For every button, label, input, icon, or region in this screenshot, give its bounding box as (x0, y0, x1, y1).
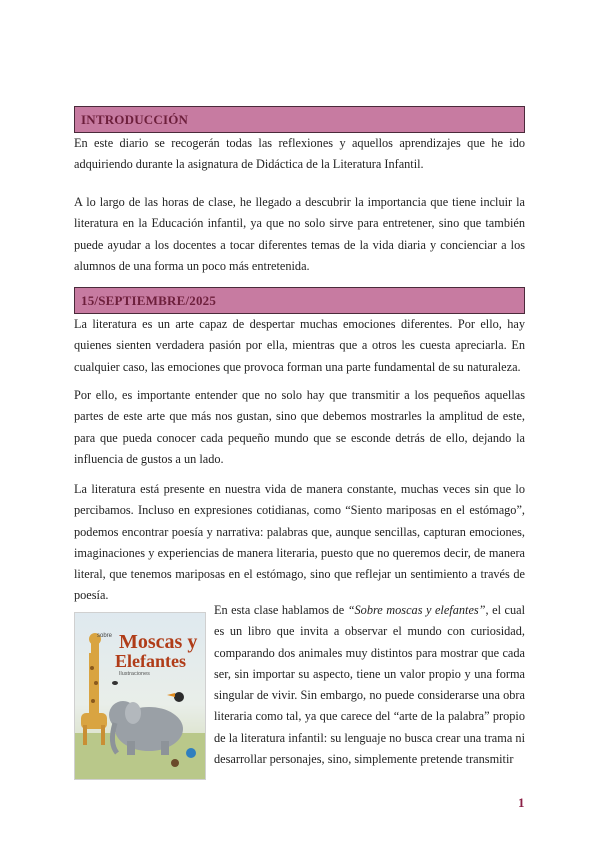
paragraph-date-3 (74, 479, 525, 607)
paragraph-date-1 (74, 314, 525, 378)
book-cover-title-2: Elefantes (115, 651, 186, 671)
paragraph-text: La literatura es un arte capaz de despertar muchas emociones diferentes. Por ello, hay quienes sienten verdadera pasión por ella, mientras que a otros les cuesta apreciarla. En cualquier caso, las emociones que provoca forman una parte fundamental de su naturaleza. (74, 317, 525, 374)
paragraph-text: En esta clase hablamos de (214, 603, 348, 617)
paragraph-text: A lo largo de las horas de clase, he llegado a descubrir la importancia que tiene incluir la literatura en la Educación infantil, ya que no solo sirve para entretener, sino que también puede ayudar a los docentes a tocar diferentes temas de la vida diaria y concienciar a los alumnos de una forma un poco más entretenida. (74, 195, 525, 273)
paragraph-text: La literatura está presente en nuestra vida de manera constante, muchas veces sin que lo percibamos. Incluso en expresiones cotidianas, como “Siento mariposas en el estómago”, podemos encontrar poesía y narrativa: palabras que, aunque sencillas, capturan emociones, imaginaciones y experiencias de manera literaria, puesto que no queremos decir, de manera literal, que tenemos mariposas en el estómago, sino que reflejar un sentimiento a través de poesía. (74, 482, 525, 603)
book-cover-authors: Ilustraciones (119, 671, 150, 677)
paragraph-text: Por ello, es importante entender que no solo hay que transmitir a los pequeños aquellas partes de este arte que más nos gustan, sino que debemos mostrarles la amplitud de este, para que pueda conocer cada pequeño mundo que se esconde detrás de ello, dejando la influencia de gustos a un lado. (74, 388, 525, 466)
paragraph-intro-1 (74, 133, 525, 176)
paragraph-text: , el cual es un libro que invita a observar el mundo con curiosidad, comparando dos animales muy distintos para mostrar que cada ser, sin importar su aspecto, tiene un valor propio y una forma singular de vivir. Sin embargo, no puede considerarse una obra literaria como tal, ya que carece del “arte de la palabra” propio de la literatura infantil: su lenguaje no busca crear una trama ni desarrollar personajes, sino, simplemente pretende transmitir (214, 603, 525, 767)
paragraph-date-2 (74, 385, 525, 470)
section-heading-bar (74, 106, 525, 133)
book-title-reference: “Sobre moscas y elefantes” (347, 603, 486, 617)
book-cover-title: Moscas y (119, 631, 198, 653)
paragraph-text: En este diario se recogerán todas las reflexiones y aquellos aprendizajes que he ido adquiriendo durante la asignatura de Didáctica de la Literatura Infantil. (74, 136, 525, 172)
book-cover-sub: sobre (97, 633, 113, 639)
section-heading-date: 15/SEPTIEMBRE/2025 (81, 293, 217, 308)
paragraph-date-4 (214, 600, 525, 770)
paragraph-intro-2 (74, 192, 525, 277)
section-heading-introduccion: INTRODUCCIÓN (81, 112, 189, 127)
book-cover-image (74, 612, 206, 780)
section-heading-bar (74, 287, 525, 314)
page-number: 1 (518, 795, 525, 810)
